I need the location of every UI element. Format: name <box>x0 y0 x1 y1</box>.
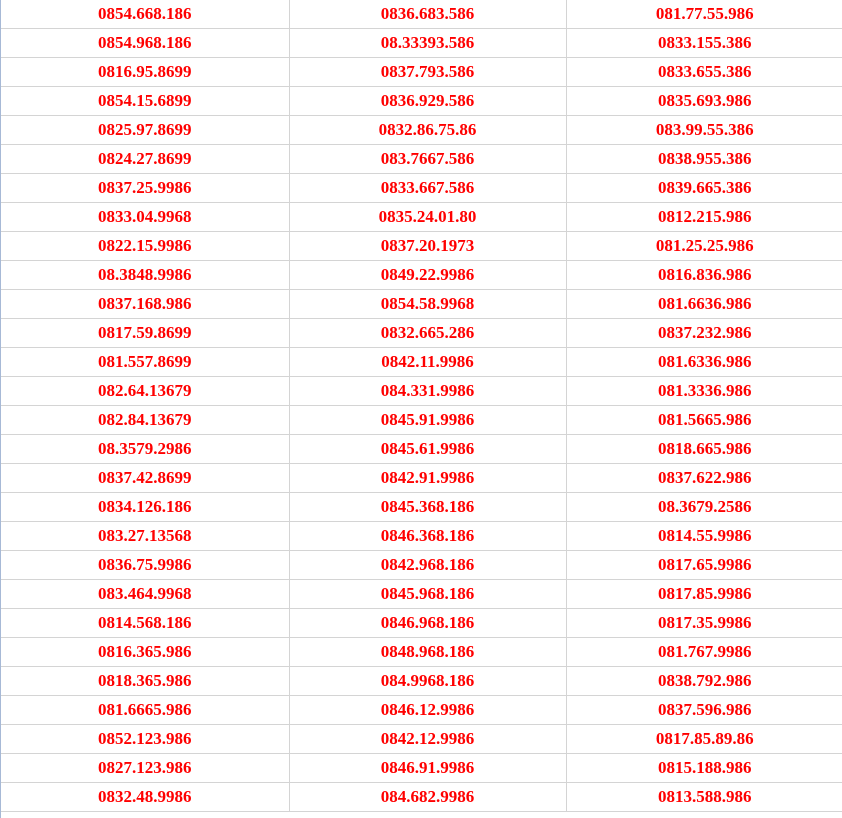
table-cell[interactable]: 083.99.55.386 <box>566 116 842 145</box>
table-cell[interactable]: 0842.91.9986 <box>289 464 566 493</box>
table-row <box>1 232 842 261</box>
table-row <box>1 580 842 609</box>
table-row <box>1 493 842 522</box>
table-cell[interactable]: 0834.126.186 <box>1 493 289 522</box>
table-cell[interactable]: 0846.12.9986 <box>289 696 566 725</box>
table-cell[interactable]: 0833.655.386 <box>566 58 842 87</box>
table-row <box>1 58 842 87</box>
table-cell[interactable]: 081.3336.986 <box>566 377 842 406</box>
table-cell[interactable]: 0835.24.01.80 <box>289 203 566 232</box>
table-row <box>1 145 842 174</box>
table-cell[interactable]: 0817.35.9986 <box>566 609 842 638</box>
table-cell[interactable]: 0817.85.9986 <box>566 580 842 609</box>
table-cell[interactable]: 081.6336.986 <box>566 348 842 377</box>
table-cell[interactable]: 083.27.13568 <box>1 522 289 551</box>
table-row <box>1 116 842 145</box>
table-cell[interactable]: 0846.968.186 <box>289 609 566 638</box>
table-row <box>1 435 842 464</box>
table-cell[interactable]: 0839.665.386 <box>566 174 842 203</box>
table-cell[interactable]: 0849.22.9986 <box>289 261 566 290</box>
table-cell[interactable]: 0832.665.286 <box>289 319 566 348</box>
table-cell[interactable]: 0842.968.186 <box>289 551 566 580</box>
table-cell[interactable]: 0814.55.9986 <box>566 522 842 551</box>
table-cell[interactable]: 08.3579.2986 <box>1 435 289 464</box>
table-row <box>1 609 842 638</box>
table-row <box>1 638 842 667</box>
table-cell[interactable]: 0825.97.8699 <box>1 116 289 145</box>
table-cell[interactable]: 0832.48.9986 <box>1 783 289 812</box>
table-row <box>1 348 842 377</box>
table-row <box>1 174 842 203</box>
table-row <box>1 551 842 580</box>
table-cell[interactable]: 081.557.8699 <box>1 348 289 377</box>
table-cell[interactable]: 0845.368.186 <box>289 493 566 522</box>
table-cell[interactable]: 082.64.13679 <box>1 377 289 406</box>
table-row <box>1 319 842 348</box>
table-cell[interactable]: 0837.25.9986 <box>1 174 289 203</box>
table-row <box>1 725 842 754</box>
table-cell[interactable]: 0816.365.986 <box>1 638 289 667</box>
table-cell[interactable]: 0837.793.586 <box>289 58 566 87</box>
table-cell[interactable]: 0845.61.9986 <box>289 435 566 464</box>
table-row <box>1 783 842 812</box>
table-cell[interactable]: 0845.91.9986 <box>289 406 566 435</box>
table-cell[interactable]: 0815.188.986 <box>566 754 842 783</box>
table-cell[interactable]: 0837.596.986 <box>566 696 842 725</box>
table-cell[interactable]: 084.682.9986 <box>289 783 566 812</box>
table-cell[interactable]: 0836.929.586 <box>289 87 566 116</box>
table-cell[interactable]: 0827.123.986 <box>1 754 289 783</box>
table-cell[interactable]: 0837.20.1973 <box>289 232 566 261</box>
table-row <box>1 464 842 493</box>
table-cell[interactable]: 0833.667.586 <box>289 174 566 203</box>
table-row <box>1 754 842 783</box>
table-row <box>1 522 842 551</box>
table-cell[interactable]: 0854.968.186 <box>1 29 289 58</box>
table-cell[interactable]: 0842.12.9986 <box>289 725 566 754</box>
table-cell[interactable]: 0833.04.9968 <box>1 203 289 232</box>
table-body <box>1 0 842 812</box>
table-row <box>1 0 842 29</box>
table-cell[interactable]: 0838.792.986 <box>566 667 842 696</box>
table-cell[interactable]: 0818.665.986 <box>566 435 842 464</box>
table-cell[interactable]: 084.9968.186 <box>289 667 566 696</box>
table-cell[interactable]: 0824.27.8699 <box>1 145 289 174</box>
table-cell[interactable]: 0848.968.186 <box>289 638 566 667</box>
table-cell[interactable]: 0837.42.8699 <box>1 464 289 493</box>
table-cell[interactable]: 082.84.13679 <box>1 406 289 435</box>
table-cell[interactable]: 0836.683.586 <box>289 0 566 29</box>
table-row <box>1 261 842 290</box>
table-cell[interactable]: 0852.123.986 <box>1 725 289 754</box>
table-cell[interactable]: 081.77.55.986 <box>566 0 842 29</box>
table-row <box>1 203 842 232</box>
table-cell[interactable]: 081.6636.986 <box>566 290 842 319</box>
table-cell[interactable]: 0817.65.9986 <box>566 551 842 580</box>
table-cell[interactable]: 0822.15.9986 <box>1 232 289 261</box>
table-cell[interactable]: 0816.95.8699 <box>1 58 289 87</box>
table-row <box>1 696 842 725</box>
table-cell[interactable]: 083.7667.586 <box>289 145 566 174</box>
table-cell[interactable]: 081.25.25.986 <box>566 232 842 261</box>
table-cell[interactable]: 0854.668.186 <box>1 0 289 29</box>
phone-number-table <box>1 0 842 812</box>
table-cell[interactable]: 0854.58.9968 <box>289 290 566 319</box>
table-cell[interactable]: 0833.155.386 <box>566 29 842 58</box>
table-row <box>1 29 842 58</box>
table-cell[interactable]: 0845.968.186 <box>289 580 566 609</box>
table-cell[interactable]: 0812.215.986 <box>566 203 842 232</box>
table-cell[interactable]: 0838.955.386 <box>566 145 842 174</box>
table-cell[interactable]: 081.6665.986 <box>1 696 289 725</box>
table-cell[interactable]: 08.33393.586 <box>289 29 566 58</box>
table-cell[interactable]: 0836.75.9986 <box>1 551 289 580</box>
table-row <box>1 667 842 696</box>
table-cell[interactable]: 081.5665.986 <box>566 406 842 435</box>
table-cell[interactable]: 0817.85.89.86 <box>566 725 842 754</box>
table-row <box>1 377 842 406</box>
table-cell[interactable]: 0832.86.75.86 <box>289 116 566 145</box>
table-cell[interactable]: 0837.232.986 <box>566 319 842 348</box>
table-cell[interactable]: 0816.836.986 <box>566 261 842 290</box>
table-cell[interactable]: 0818.365.986 <box>1 667 289 696</box>
table-cell[interactable]: 081.767.9986 <box>566 638 842 667</box>
table-row <box>1 87 842 116</box>
table-cell[interactable]: 0846.368.186 <box>289 522 566 551</box>
table-cell[interactable]: 0814.568.186 <box>1 609 289 638</box>
table-cell[interactable]: 0846.91.9986 <box>289 754 566 783</box>
table-cell[interactable]: 0835.693.986 <box>566 87 842 116</box>
table-cell[interactable]: 0837.168.986 <box>1 290 289 319</box>
table-cell[interactable]: 083.464.9968 <box>1 580 289 609</box>
table-cell[interactable]: 08.3848.9986 <box>1 261 289 290</box>
table-cell[interactable]: 08.3679.2586 <box>566 493 842 522</box>
table-cell[interactable]: 0842.11.9986 <box>289 348 566 377</box>
table-cell[interactable]: 084.331.9986 <box>289 377 566 406</box>
table-row <box>1 290 842 319</box>
table-cell[interactable]: 0837.622.986 <box>566 464 842 493</box>
table-cell[interactable]: 0854.15.6899 <box>1 87 289 116</box>
table-cell[interactable]: 0817.59.8699 <box>1 319 289 348</box>
table-row <box>1 406 842 435</box>
table-cell[interactable]: 0813.588.986 <box>566 783 842 812</box>
